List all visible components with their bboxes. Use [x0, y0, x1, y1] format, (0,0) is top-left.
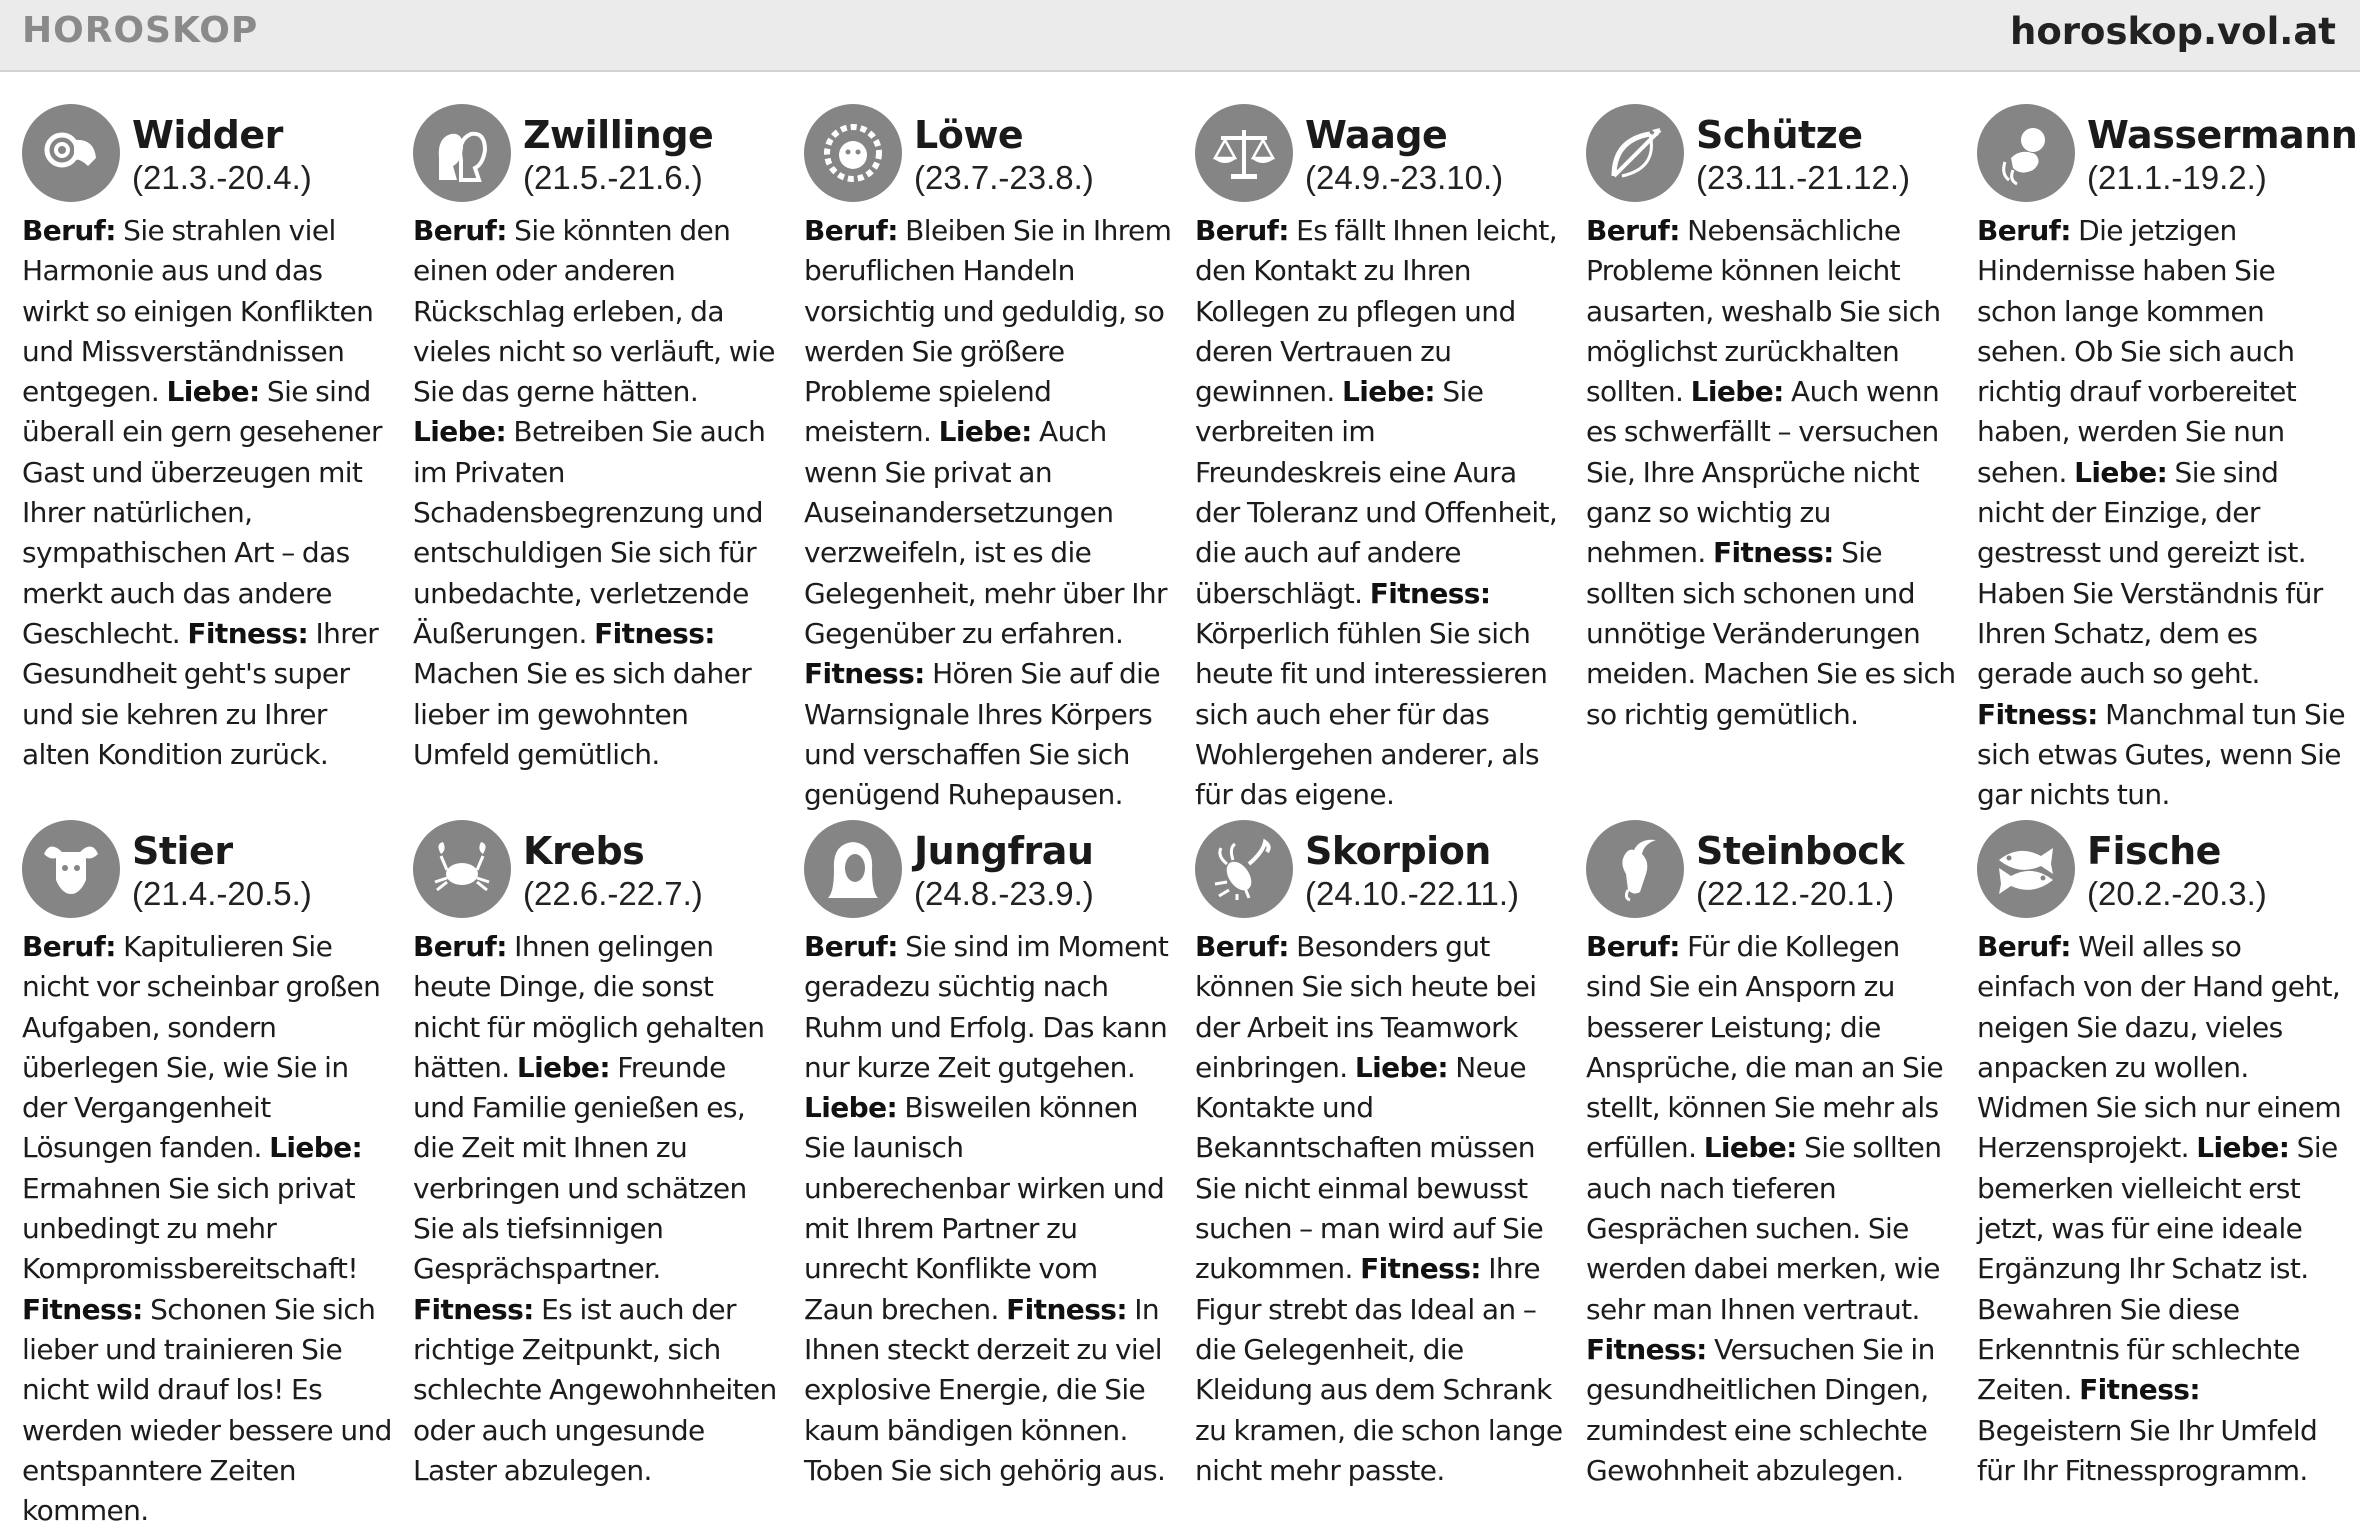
archer-icon — [1586, 104, 1684, 202]
sign-card-waage — [1195, 104, 1565, 816]
sign-titles — [523, 114, 713, 198]
sign-text — [1195, 211, 1565, 815]
sign-text — [413, 211, 783, 775]
bull-icon — [22, 820, 120, 918]
text-beruf: Sie strahlen viel Harmonie aus und das wirkt so einigen Konflikten und Missverständnissen entgegen. — [22, 214, 374, 409]
sign-name: Waage — [1305, 113, 1448, 157]
sign-dates: (21.3.-20.4.) — [132, 159, 312, 196]
text-beruf: Besonders gut können Sie sich heute bei der Arbeit ins Teamwork einbringen. — [1195, 930, 1537, 1084]
label-beruf: Beruf: — [413, 214, 507, 247]
label-fitness: Fitness: — [1586, 1332, 1707, 1366]
sign-text — [413, 927, 783, 1491]
fish-icon — [1977, 820, 2075, 918]
scales-icon — [1195, 104, 1293, 202]
text-fitness: Ihrer Gesundheit geht's super und sie kehren zu Ihrer alten Kondition zurück. — [22, 616, 379, 771]
sign-header — [1195, 820, 1565, 927]
sign-name: Wassermann — [2087, 113, 2358, 157]
sign-dates: (24.10.-22.11.) — [1305, 875, 1520, 912]
sign-card-skorpion — [1195, 820, 1565, 1532]
sign-name: Löwe — [914, 113, 1024, 157]
label-liebe: Liebe: — [1690, 375, 1784, 409]
sign-header — [1195, 104, 1565, 211]
sign-name: Schütze — [1696, 113, 1863, 157]
label-beruf: Beruf: — [1977, 930, 2071, 963]
sign-name: Fische — [2087, 829, 2221, 873]
sign-name: Widder — [132, 113, 283, 157]
sign-dates: (24.9.-23.10.) — [1305, 159, 1504, 196]
sign-dates: (24.8.-23.9.) — [914, 875, 1094, 912]
label-fitness: Fitness: — [594, 616, 715, 650]
text-beruf: Weil alles so einfach von der Hand geht, neigen Sie dazu, vieles anpacken zu wollen. Widmen Sie sich nur einem Herzensprojekt. — [1977, 930, 2342, 1165]
label-fitness: Fitness: — [1360, 1252, 1481, 1286]
sign-card-krebs — [413, 820, 783, 1532]
label-liebe: Liebe: — [269, 1131, 363, 1165]
sign-card-steinbock — [1586, 820, 1956, 1532]
label-liebe: Liebe: — [804, 1091, 898, 1125]
label-liebe: Liebe: — [2196, 1131, 2290, 1165]
text-liebe: Freunde und Familie genießen es, die Zeit mit Ihnen zu verbringen und schätzen Sie als tiefsinnigen Gesprächspartner. — [413, 1050, 747, 1286]
text-beruf: Sie könnten den einen oder anderen Rückschlag erleben, da vieles nicht so verläuft, wie Sie das gerne hätten. — [413, 214, 775, 409]
text-liebe: Neue Kontakte und Bekanntschaften müssen Sie nicht einmal bewusst suchen – man wird auf Sie zukommen. — [1195, 1050, 1544, 1286]
sign-card-stier — [22, 820, 392, 1532]
text-beruf: Es fällt Ihnen leicht, den Kontakt zu Ihren Kollegen zu pflegen und deren Vertrauen zu gewinnen. — [1195, 214, 1558, 409]
sign-card-loewe — [804, 104, 1174, 816]
text-liebe: Bisweilen können Sie launisch unberechenbar wirken und mit Ihrem Partner zu unrecht Konflikte vom Zaun brechen. — [804, 1091, 1165, 1326]
text-fitness: Hören Sie auf die Warnsignale Ihres Körpers und verschaffen Sie sich genügend Ruhepausen. — [804, 657, 1160, 812]
text-liebe: Sie bemerken vielleicht erst jetzt, was für eine ideale Ergänzung Ihr Schatz ist. Bewahren Sie diese Erkenntnis für schlechte Zeiten. — [1977, 1131, 2338, 1407]
sign-titles — [132, 830, 312, 914]
sign-text — [804, 927, 1174, 1491]
sign-card-fische — [1977, 820, 2347, 1532]
sign-name: Steinbock — [1696, 829, 1904, 873]
sign-text — [1977, 927, 2347, 1491]
goat-icon — [1586, 820, 1684, 918]
label-fitness: Fitness: — [22, 1292, 143, 1326]
label-fitness: Fitness: — [1977, 697, 2098, 731]
text-liebe: Sie sind überall ein gern gesehener Gast und überzeugen mit Ihrer natürlichen, sympathischen Art – das merkt auch das andere Geschlecht. — [22, 375, 382, 650]
label-liebe: Liebe: — [1354, 1050, 1448, 1084]
sign-name: Zwillinge — [523, 113, 714, 157]
label-beruf: Beruf: — [1586, 930, 1680, 963]
sign-header — [413, 104, 783, 211]
scorpion-icon — [1195, 820, 1293, 918]
sign-dates: (21.1.-19.2.) — [2087, 159, 2267, 196]
sign-titles — [1696, 830, 1904, 914]
sign-card-zwillinge — [413, 104, 783, 816]
sign-titles — [1305, 830, 1519, 914]
ram-icon — [22, 104, 120, 202]
text-fitness: Es ist auch der richtige Zeitpunkt, sich schlechte Angewohnheiten oder auch ungesunde Laster abzulegen. — [413, 1292, 777, 1487]
sign-card-schuetze — [1586, 104, 1956, 816]
sign-header — [413, 820, 783, 927]
label-fitness: Fitness: — [1712, 536, 1834, 570]
text-liebe: Betreiben Sie auch im Privaten Schadensbegrenzung und entschuldigen Sie sich für unbedachte, verletzende Äußerungen. — [413, 415, 766, 650]
virgin-icon — [804, 820, 902, 918]
sign-header — [1586, 104, 1956, 211]
sign-titles — [914, 114, 1094, 198]
label-fitness: Fitness: — [1369, 576, 1491, 610]
text-liebe: Sie sind nicht der Einzige, der gestresst und gereizt ist. Haben Sie Verständnis für Ihren Schatz, dem es gerade auch so geht. — [1977, 455, 2323, 691]
text-fitness: Körperlich fühlen Sie sich heute fit und interessieren sich auch eher für das Wohlergehen anderer, als für das eigene. — [1195, 616, 1548, 812]
label-liebe: Liebe: — [2074, 455, 2168, 489]
label-liebe: Liebe: — [166, 375, 260, 409]
horoscope-grid — [22, 104, 2358, 1532]
sign-titles — [132, 114, 312, 198]
section-title: HOROSKOP — [22, 10, 259, 51]
label-liebe: Liebe: — [413, 415, 507, 449]
crab-icon — [413, 820, 511, 918]
sign-card-jungfrau — [804, 820, 1174, 1532]
text-fitness: Schonen Sie sich lieber und trainieren Sie nicht wild drauf los! Es werden wieder bessere und entspanntere Zeiten kommen. — [22, 1292, 392, 1528]
label-beruf: Beruf: — [1195, 214, 1289, 247]
label-beruf: Beruf: — [1977, 214, 2071, 247]
sign-text — [804, 211, 1174, 815]
text-fitness: Versuchen Sie in gesundheitlichen Dingen, zumindest eine schlechte Gewohnheit abzulegen. — [1586, 1332, 1935, 1487]
text-liebe: Sie sollten auch nach tieferen Gesprächen suchen. Sie werden dabei merken, wie sehr man Ihnen vertraut. — [1586, 1131, 1942, 1326]
lion-icon — [804, 104, 902, 202]
sign-name: Skorpion — [1305, 829, 1491, 873]
sign-header — [804, 104, 1174, 211]
sign-header — [1977, 104, 2358, 211]
sign-card-wassermann — [1977, 104, 2358, 816]
sign-card-widder — [22, 104, 392, 816]
sign-titles — [523, 830, 703, 914]
text-fitness: Sie sollten sich schonen und unnötige Veränderungen meiden. Machen Sie es sich so richtig gemütlich. — [1586, 536, 1956, 731]
text-fitness: Machen Sie es sich daher lieber im gewohnten Umfeld gemütlich. — [413, 657, 752, 771]
sign-header — [804, 820, 1174, 927]
label-beruf: Beruf: — [413, 930, 507, 963]
text-liebe: Auch wenn Sie privat an Auseinandersetzungen verzweifeln, ist es die Gelegenheit, mehr über Ihr Gegenüber zu erfahren. — [804, 415, 1167, 650]
sign-text — [1977, 211, 2347, 815]
sign-text — [1195, 927, 1565, 1491]
sign-titles — [1696, 114, 1910, 198]
sign-dates: (21.4.-20.5.) — [132, 875, 312, 912]
text-liebe: Ermahnen Sie sich privat unbedingt zu mehr Kompromissbereitschaft! — [22, 1171, 358, 1286]
label-beruf: Beruf: — [1195, 930, 1289, 963]
text-beruf: Nebensächliche Probleme können leicht ausarten, weshalb Sie sich möglichst zurückhalten sollten. — [1586, 214, 1941, 409]
sign-dates: (21.5.-21.6.) — [523, 159, 703, 196]
label-beruf: Beruf: — [22, 930, 116, 963]
sign-dates: (22.6.-22.7.) — [523, 875, 703, 912]
sign-header — [1586, 820, 1956, 927]
sign-text — [1586, 211, 1956, 735]
sign-dates: (23.11.-21.12.) — [1696, 159, 1911, 196]
label-fitness: Fitness: — [804, 657, 925, 691]
text-beruf: Die jetzigen Hindernisse haben Sie schon lange kommen sehen. Ob Sie sich auch richtig drauf vorbereitet haben, werden Sie nun sehen. — [1977, 214, 2297, 489]
sign-text — [22, 211, 392, 775]
label-fitness: Fitness: — [2079, 1373, 2200, 1407]
label-beruf: Beruf: — [22, 214, 116, 247]
text-beruf: Kapitulieren Sie nicht vor scheinbar großen Aufgaben, sondern überlegen Sie, wie Sie in der Vergangenheit Lösungen fanden. — [22, 930, 381, 1165]
sign-header — [1977, 820, 2347, 927]
sign-text — [1586, 927, 1956, 1491]
sign-header — [22, 104, 392, 211]
label-liebe: Liebe: — [1703, 1131, 1797, 1165]
label-beruf: Beruf: — [804, 930, 898, 963]
text-fitness: Ihre Figur strebt das Ideal an – die Gelegenheit, die Kleidung aus dem Schrank zu kramen, die schon lange nicht mehr passte. — [1195, 1252, 1563, 1487]
site-url[interactable]: horoskop.vol.at — [2010, 10, 2336, 53]
text-beruf: Sie sind im Moment geradezu süchtig nach Ruhm und Erfolg. Das kann nur kurze Zeit gutgehen. — [804, 930, 1169, 1084]
label-fitness: Fitness: — [1006, 1292, 1127, 1326]
sign-dates: (23.7.-23.8.) — [914, 159, 1094, 196]
twins-icon — [413, 104, 511, 202]
label-beruf: Beruf: — [1586, 214, 1680, 247]
sign-name: Jungfrau — [914, 829, 1094, 873]
sign-name: Krebs — [523, 829, 645, 873]
sign-name: Stier — [132, 829, 233, 873]
label-liebe: Liebe: — [516, 1050, 610, 1084]
text-beruf: Bleiben Sie in Ihrem beruflichen Handeln vorsichtig und geduldig, so werden Sie größere Probleme spielend meistern. — [804, 214, 1172, 449]
label-fitness: Fitness: — [413, 1292, 534, 1326]
text-fitness: Manchmal tun Sie sich etwas Gutes, wenn Sie gar nichts tun. — [1977, 697, 2345, 812]
sign-dates: (20.2.-20.3.) — [2087, 875, 2267, 912]
water-bearer-icon — [1977, 104, 2075, 202]
label-liebe: Liebe: — [938, 415, 1032, 449]
sign-titles — [1305, 114, 1503, 198]
text-beruf: Ihnen gelingen heute Dinge, die sonst nicht für möglich gehalten hätten. — [413, 930, 765, 1084]
label-liebe: Liebe: — [1341, 375, 1436, 409]
label-beruf: Beruf: — [804, 214, 898, 247]
sign-titles — [2087, 830, 2267, 914]
text-beruf: Für die Kollegen sind Sie ein Ansporn zu besserer Leistung; die Ansprüche, die man an Sie stellt, können Sie mehr als erfüllen. — [1586, 930, 1944, 1165]
text-fitness: Begeistern Sie Ihr Umfeld für Ihr Fitnessprogramm. — [1977, 1413, 2318, 1487]
sign-titles — [2087, 114, 2357, 198]
label-fitness: Fitness: — [187, 616, 309, 650]
sign-text — [22, 927, 392, 1531]
header-bar — [0, 0, 2360, 72]
sign-titles — [914, 830, 1094, 914]
text-fitness: In Ihnen steckt derzeit zu viel explosive Energie, die Sie kaum bändigen können. Toben Sie sich gehörig aus. — [804, 1292, 1166, 1487]
text-liebe: Sie verbreiten im Freundeskreis eine Aura der Toleranz und Offenheit, die auch auf andere überschlägt. — [1195, 375, 1558, 610]
sign-header — [22, 820, 392, 927]
sign-dates: (22.12.-20.1.) — [1696, 875, 1895, 912]
text-liebe: Auch wenn es schwerfällt – versuchen Sie, Ihre Ansprüche nicht ganz so wichtig zu nehmen. — [1586, 375, 1940, 570]
